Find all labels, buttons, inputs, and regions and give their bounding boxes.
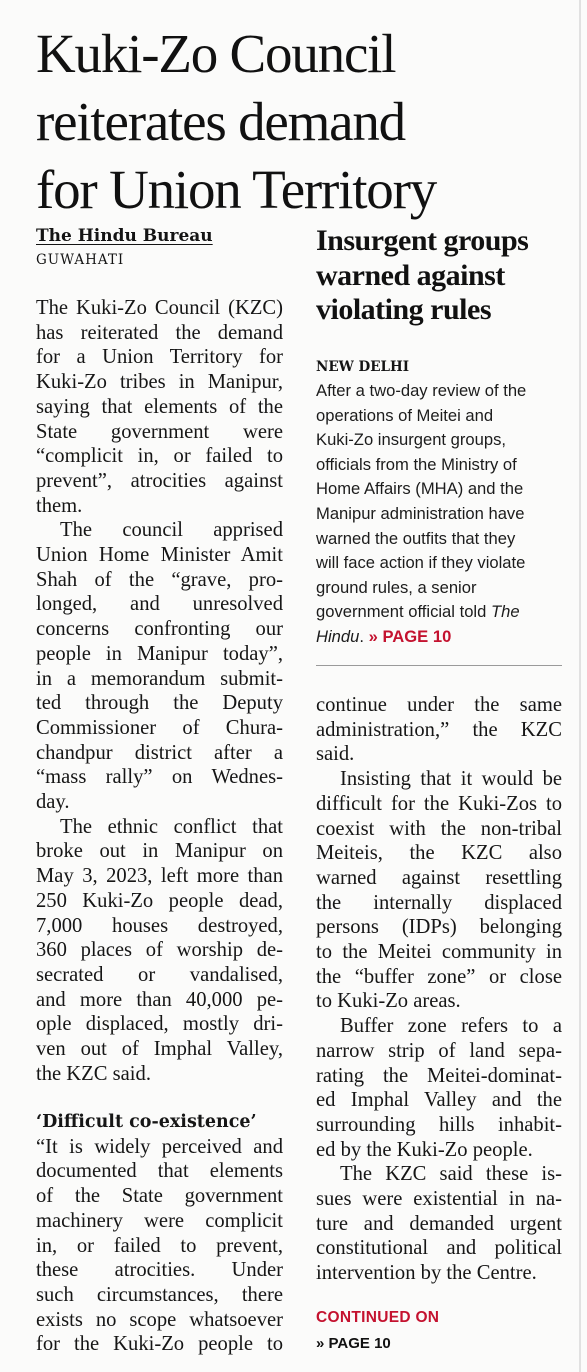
- text-line: broke out in Manipur on: [36, 840, 283, 863]
- text-line: [316, 625, 564, 650]
- article-column-2: [316, 693, 562, 1286]
- text-line: exists no scope whatsoever: [36, 1308, 283, 1331]
- text-line: ed Imphal Valley and the: [316, 1089, 562, 1112]
- text-line: saying that elements of the: [36, 395, 283, 418]
- page-edge-divider: [579, 0, 581, 1372]
- text-line: continue under the same: [316, 694, 562, 716]
- text-line: intervention by the Centre.: [316, 1262, 537, 1285]
- sidebar-headline-line-2: warned against: [316, 258, 505, 292]
- dateline: GUWAHATI: [36, 252, 125, 268]
- paragraph-2: [36, 518, 283, 814]
- text-line: chandpur district after a: [36, 741, 283, 764]
- headline-line-2: reiterates demand: [36, 91, 405, 152]
- text-line: [316, 600, 564, 625]
- text-line: surrounding hills inhabit-: [316, 1113, 562, 1136]
- text-line: secrated or vandalised,: [36, 963, 283, 986]
- text-line: such circumstances, there: [36, 1283, 283, 1306]
- page-ref-link[interactable]: » PAGE 10: [368, 626, 452, 646]
- text-line: ven out of Imphal Valley,: [36, 1038, 283, 1061]
- sidebar-dateline: NEW DELHI: [316, 359, 410, 375]
- text-line: Union Home Minister Amit: [36, 544, 283, 567]
- text-line: Home Affairs (MHA) and the: [316, 479, 524, 499]
- subhead: ‘Difficult co-existence’: [36, 1112, 257, 1132]
- text-line: Kuki-Zo insurgent groups,: [316, 430, 507, 450]
- text-line: constitutional and political: [316, 1237, 562, 1260]
- publication-name: The: [490, 602, 520, 622]
- text-line: Meiteis, the KZC also: [316, 842, 562, 865]
- text-line: ted through the Deputy: [36, 692, 283, 715]
- continued-page-link[interactable]: » PAGE 10: [316, 1335, 391, 1352]
- text-line: After a two-day review of the: [316, 381, 527, 400]
- text-line: these atrocities. Under: [36, 1259, 283, 1282]
- text-line: warned against resettling: [316, 866, 562, 889]
- text-line: State government were: [36, 420, 283, 443]
- text-line: ople displaced, mostly dri-: [36, 1013, 283, 1036]
- text-line: May 3, 2023, left more than: [36, 865, 283, 888]
- text-line: for a Union Territory for: [36, 346, 283, 369]
- text-line: ground rules, a senior: [316, 577, 477, 597]
- text-line: day.: [36, 791, 70, 814]
- text-line: to the Meitei community in: [316, 941, 562, 964]
- text-line: sues were existential in na-: [316, 1188, 562, 1211]
- text-line: machinery were complicit: [36, 1209, 283, 1232]
- text-fragment: government official told: [316, 602, 487, 622]
- text-line: will face action if they violate: [316, 553, 526, 573]
- text-line: Buffer zone refers to a: [340, 1015, 562, 1038]
- text-line: ed by the Kuki-Zo people.: [316, 1138, 533, 1161]
- text-line: the internally displaced: [316, 891, 562, 914]
- paragraph-7: [316, 1014, 562, 1162]
- text-line: has reiterated the demand: [36, 321, 283, 344]
- text-line: The KZC said these is-: [340, 1163, 562, 1186]
- sidebar-headline-line-1: Insurgent groups: [316, 224, 529, 257]
- text-line: difficult for the Kuki-Zos to: [316, 792, 562, 815]
- text-line: longed, and unresolved: [36, 593, 283, 616]
- sidebar-headline[interactable]: [316, 224, 566, 328]
- text-line: Commissioner of Chura-: [36, 716, 283, 739]
- paragraph-4: [36, 1135, 283, 1357]
- text-line: for the Kuki-Zo people to: [36, 1333, 283, 1356]
- sidebar-divider: [316, 665, 562, 666]
- text-line: narrow strip of land sepa-: [316, 1039, 562, 1062]
- text-line: the “buffer zone” or close: [316, 965, 562, 988]
- text-line: “complicit in, or failed to: [36, 445, 283, 468]
- text-line: 7,000 houses destroyed,: [36, 914, 283, 937]
- text-line: prevent”, atrocities against: [36, 469, 283, 492]
- publication-name: Hindu: [316, 626, 360, 646]
- text-line: ture and demanded urgent: [316, 1212, 562, 1235]
- text-line: rating the Meitei-dominat-: [316, 1064, 562, 1087]
- paragraph-6: [316, 767, 562, 1014]
- text-line: 250 Kuki-Zo people dead,: [36, 889, 283, 912]
- text-line: in, or failed to prevent,: [36, 1234, 283, 1257]
- text-line: The Kuki-Zo Council (KZC): [36, 297, 283, 319]
- article-column-1: [36, 296, 283, 1087]
- continued-on-label: CONTINUED ON: [316, 1309, 440, 1326]
- text-line: in a memorandum submit-: [36, 667, 283, 690]
- headline-line-3: for Union Territory: [36, 159, 437, 220]
- sidebar-body: [316, 379, 564, 650]
- headline-line-1: Kuki-Zo Council: [36, 23, 396, 84]
- text-line: to Kuki-Zo areas.: [316, 990, 461, 1013]
- paragraph-3: [36, 815, 283, 1087]
- text-line: the KZC said.: [36, 1062, 151, 1085]
- text-line: 360 places of worship de-: [36, 939, 283, 962]
- text-line: “mass rally” on Wednes-: [36, 766, 283, 789]
- text-fragment: .: [359, 626, 364, 646]
- text-line: officials from the Ministry of: [316, 454, 517, 474]
- text-line: The council apprised: [60, 519, 283, 542]
- text-line: warned the outfits that they: [316, 528, 516, 548]
- text-line: people in Manipur today”,: [36, 642, 283, 665]
- text-line: Shah of the “grave, pro-: [36, 568, 283, 591]
- text-line: Kuki-Zo tribes in Manipur,: [36, 371, 283, 394]
- text-line: of the State government: [36, 1185, 283, 1208]
- text-line: concerns confronting our: [36, 618, 283, 641]
- text-line: The ethnic conflict that: [60, 815, 283, 838]
- headline: [36, 20, 576, 224]
- byline[interactable]: The Hindu Bureau: [36, 226, 213, 246]
- text-line: administration,” the KZC: [316, 718, 562, 741]
- text-line: persons (IDPs) belonging: [316, 916, 562, 939]
- text-line: Insisting that it would be: [340, 768, 562, 791]
- text-line: documented that elements: [36, 1160, 283, 1183]
- sidebar-headline-line-3: violating rules: [316, 293, 492, 326]
- text-line: said.: [316, 743, 355, 766]
- article-column-1-continued: [36, 1110, 283, 1357]
- paragraph-8: [316, 1162, 562, 1286]
- text-line: operations of Meitei and: [316, 405, 494, 425]
- text-line: them.: [36, 494, 83, 517]
- text-line: “It is widely perceived and: [36, 1135, 283, 1158]
- text-line: and more than 40,000 pe-: [36, 988, 283, 1011]
- text-line: Manipur administration have: [316, 503, 525, 523]
- paragraph-5: [316, 693, 562, 767]
- text-line: coexist with the non-tribal: [316, 817, 562, 840]
- paragraph-1: [36, 296, 283, 518]
